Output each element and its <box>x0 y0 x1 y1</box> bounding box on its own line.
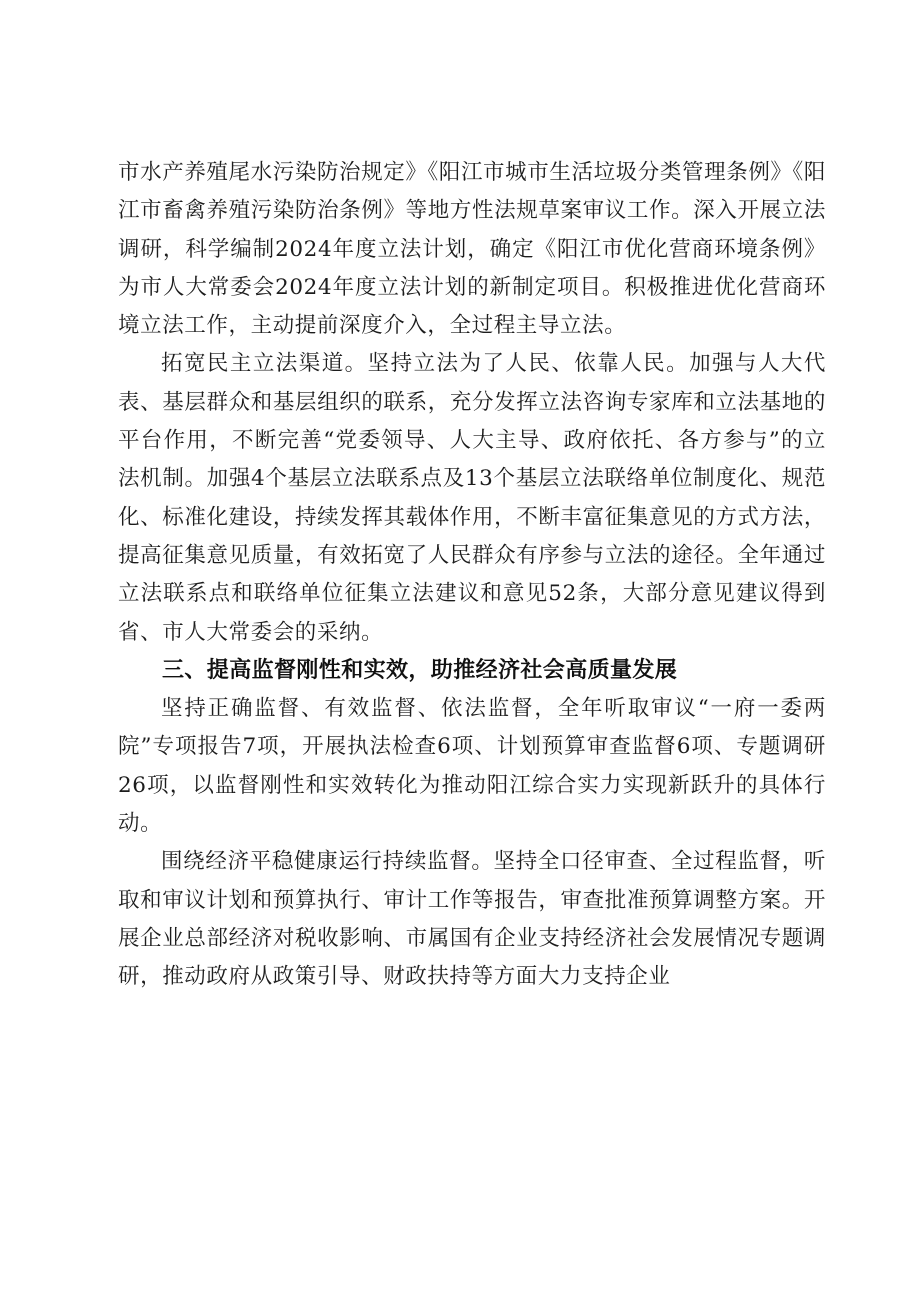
paragraph-supervision-overview: 坚持正确监督、有效监督、依法监督，全年听取审议“一府一委两院”专项报告7项，开展执法检查6项、计划预算审查监督6项、专题调研26项，以监督刚性和实效转化为推动阳江综合实力实现新跃升的具体行动。 <box>118 696 826 837</box>
document-body <box>118 154 826 997</box>
paragraph-economic-supervision: 围绕经济平稳健康运行持续监督。坚持全口径审查、全过程监督，听取和审议计划和预算执行、审计工作等报告，审查批准预算调整方案。开展企业总部经济对税收影响、市属国有企业支持经济社会发展情况专题调研，推动政府从政策引导、财政扶持等方面大力支持企业 <box>118 849 826 990</box>
paragraph-democratic-legislation: 拓宽民主立法渠道。坚持立法为了人民、依靠人民。加强与人大代表、基层群众和基层组织的联系，充分发挥立法咨询专家库和立法基地的平台作用，不断完善“党委领导、人大主导、政府依托、各方参与”的立法机制。加强4个基层立法联系点及13个基层立法联络单位制度化、规范化、标准化建设，持续发挥其载体作用，不断丰富征集意见的方式方法，提高征集意见质量，有效拓宽了人民群众有序参与立法的途径。全年通过立法联系点和联络单位征集立法建议和意见52条，大部分意见建议得到省、市人大常委会的采纳。 <box>118 351 826 645</box>
paragraph-legislation-review: 市水产养殖尾水污染防治规定》《阳江市城市生活垃圾分类管理条例》《阳江市畜禽养殖污染防治条例》等地方性法规草案审议工作。深入开展立法调研，科学编制2024年度立法计划，确定《阳江市优化营商环境条例》为市人大常委会2024年度立法计划的新制定项目。积极推进优化营商环境立法工作，主动提前深度介入，全过程主导立法。 <box>118 160 826 339</box>
section-heading-supervision: 三、提高监督刚性和实效，助推经济社会高质量发展 <box>162 657 678 683</box>
